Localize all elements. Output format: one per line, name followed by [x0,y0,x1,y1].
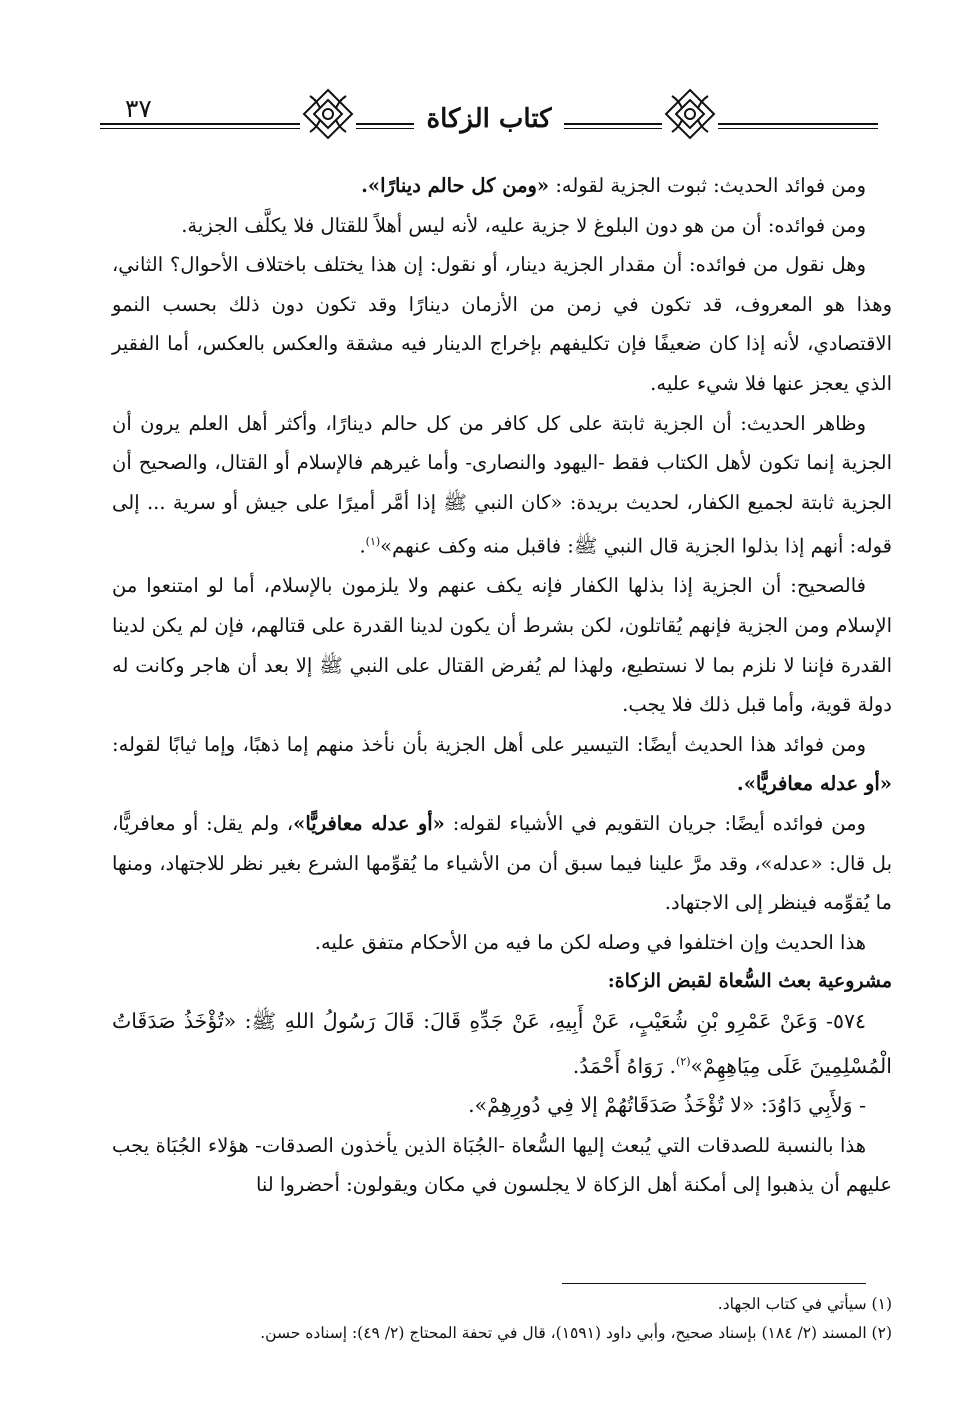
page-number: ٣٧ [125,94,152,123]
footnote-rule [562,1283,866,1284]
footnotes [112,1290,892,1348]
footnote-ref: (٢) [675,1054,691,1068]
paragraph: ومن فوائد هذا الحديث أيضًا: التيسير على أهل الجزية بأن نأخذ منهم إما ذهبًا، وإما ثيابًا لقوله: «أو عدله معافريًّا». [112,732,892,796]
paragraph: ومن فوائده أيضًا: جريان التقويم في الأشياء لقوله: «أو عدله معافريًّا»، ولم يقل: أو معافريًّا، بل قال: «عدله»، وقد مرَّ علينا فيما سبق أن من الأشياء ما يُقوِّمها الشرع بغير نظر للاجتهاد، ومنها ما يُقوِّمه فينظر إلى الاجتهاد. [112,812,892,915]
hadith-text: ٥٧٤- وَعَنْ عَمْرِو بْنِ شُعَيْبٍ، عَنْ أَبِيهِ، عَنْ جَدِّهِ قَالَ: قَالَ رَسُولُ اللهِ ﷺ: «تُؤْخَذُ صَدَقَاتُ الْمُسْلِمِينَ عَلَى مِيَاهِهِمْ»$^{(٢)}$. رَوَاهُ أَحْمَدُ. [112,1008,892,1078]
right-ornament-icon [662,86,718,142]
paragraph: وهل نقول من فوائده: أن مقدار الجزية دينار، أو نقول: إن هذا يختلف باختلاف الأحوال؟ الثاني، وهذا هو المعروف، قد تكون في زمن من الأزمان دينارًا وقد تكون دون ذلك بحسب النمو الاقتصادي، لأنه إذا كان ضعيفًا فإن تكليفهم بإخراج الدينار فيه مشقة والعكس بالعكس، أما الفقير الذي يعجز عنها فلا شيء عليه. [112,253,893,395]
paragraph: وظاهر الحديث: أن الجزية ثابتة على كل كافر من كل حالم دينارًا، وأكثر أهل العلم يرون أن الجزية إنما تكون لأهل الكتاب فقط -اليهود والنصارى- وأما غيرهم فالإسلام أو القتال، والصحيح أن الجزية ثابتة لجميع الكفار، لحديث بريدة: «كان النبي ﷺ إذا أمَّر أميرًا على جيش أو سرية ... إلى قوله: أنهم إذا بذلوا الجزية قال النبي ﷺ: فاقبل منه وكف عنهم»$^{(١)}$. [112,411,892,558]
section-heading: مشروعية بعث السُّعاة لقبض الزكاة: [607,970,892,993]
hadith-variant: - وَلأَبِي دَاوُدَ: «لا تُؤْخَذُ صَدَقَاتُهُمْ إلا فِي دُورِهِمْ». [468,1092,866,1117]
footnote: (١) سيأتي في كتاب الجهاد. [717,1295,892,1313]
paragraph: ومن فوائد الحديث: ثبوت الجزية لقوله: «ومن كل حالم دينارًا». [361,174,866,197]
paragraph: فالصحيح: أن الجزية إذا بذلها الكفار فإنه يكف عنهم ولا يلزمون بالإسلام، أما لو امتنعوا من الإسلام ومن الجزية فإنهم يُقاتلون، لكن بشرط أن يكون لدينا القدرة على قتالهم، فإن لم يكن لدينا القدرة فإننا لا نلزم بما لا نستطيع، ولهذا لم يُفرض القتال على النبي ﷺ إلا بعد أن هاجر وكانت له دولة قوية، وأما قبل ذلك فلا يجب. [112,574,892,717]
footnote: (٢) المسند (٢/ ١٨٤) بإسناد صحيح، وأبي داود (١٥٩١)، قال في تحفة المحتاج (٢/ ٤٩): إسناده حسن. [260,1324,892,1342]
paragraph: ومن فوائده: أن من هو دون البلوغ لا جزية عليه، لأنه ليس أهلاً للقتال فلا يكلَّف الجزية. [181,213,866,237]
footnote-ref: (١) [365,535,381,549]
paragraph: هذا الحديث وإن اختلفوا في وصله لكن ما فيه من الأحكام متفق عليه. [314,930,866,954]
paragraph: هذا بالنسبة للصدقات التي يُبعث إليها السُّعاة -الجُبَاة الذين يأخذون الصدقات- هؤلاء الجُبَاة يجب عليهم أن يذهبوا إلى أمكنة أهل الزكاة لا يجلسون في مكان ويقولون: أحضروا لنا [112,1133,892,1197]
page-header [100,80,878,150]
body-text [112,166,892,1205]
book-title: كتاب الزكاة [100,104,878,134]
